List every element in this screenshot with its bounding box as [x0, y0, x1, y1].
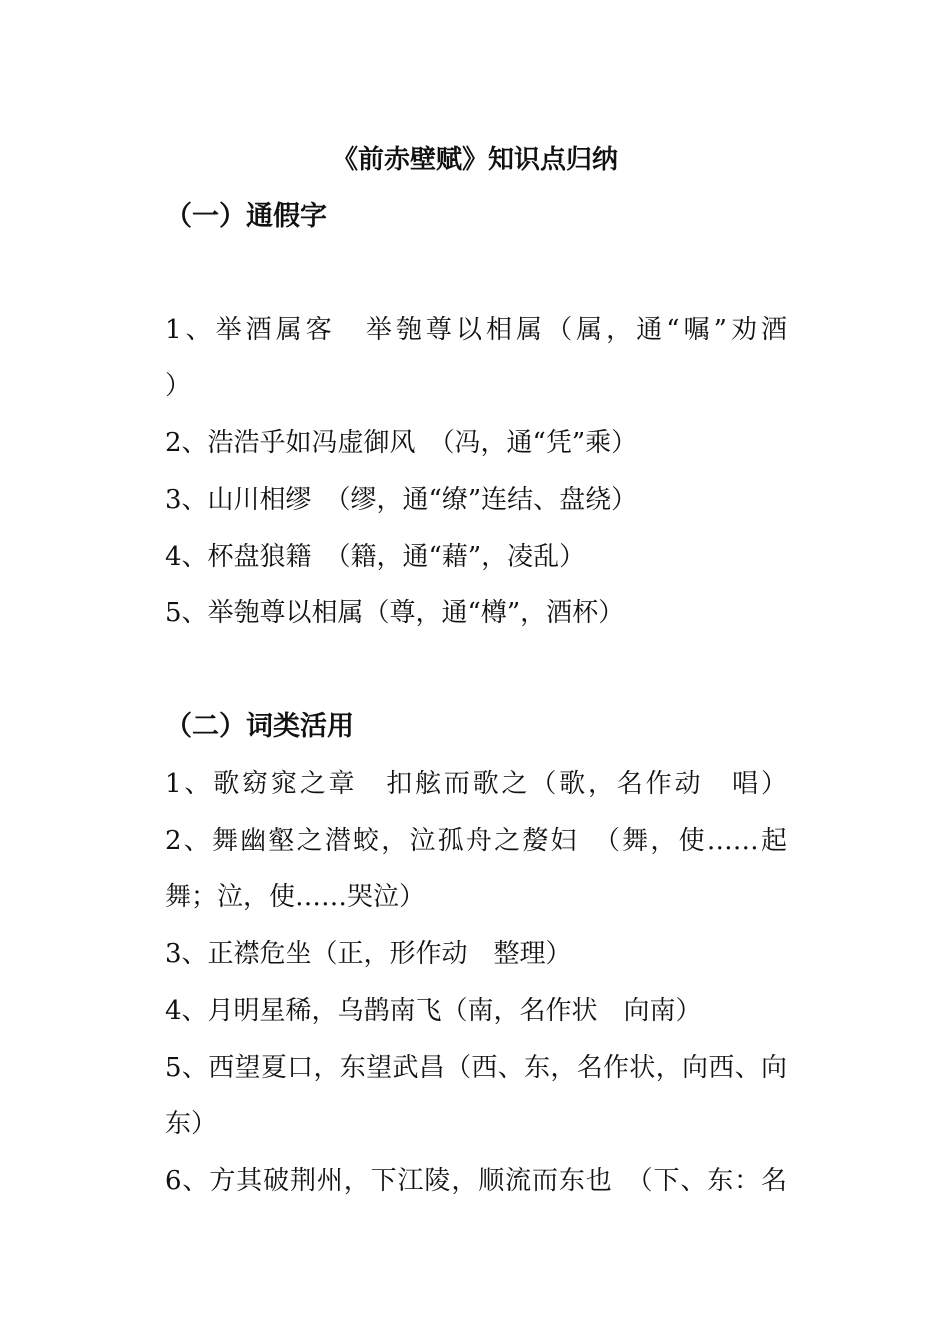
list-item-continuation: 东） — [165, 1109, 218, 1139]
list-item: 1、举酒属客 举匏尊以相属（属，通“嘱”劝酒 — [165, 315, 787, 345]
list-item: 3、山川相缪 （缪，通“缭”连结、盘绕） — [165, 485, 638, 515]
list-item: 2、舞幽壑之潜蛟，泣孤舟之嫠妇 （舞，使……起 — [165, 826, 787, 856]
list-item: 5、西望夏口，东望武昌（西、东，名作状，向西、向 — [165, 1053, 787, 1083]
list-item: 2、浩浩乎如冯虚御风 （冯，通“凭”乘） — [165, 428, 638, 458]
document-title: 《前赤壁赋》知识点归纳 — [331, 145, 618, 175]
list-item-continuation: 舞；泣，使……哭泣） — [165, 882, 426, 912]
list-item: 3、正襟危坐（正，形作动 整理） — [165, 939, 572, 969]
section-heading-cileihuoyong: （二）词类活用 — [165, 711, 354, 742]
list-item: 1、歌窈窕之章 扣舷而歌之（歌，名作动 唱） — [165, 769, 787, 799]
list-item: 5、举匏尊以相属（尊，通“樽”，酒杯） — [165, 598, 625, 628]
list-item: 4、月明星稀，乌鹊南飞（南，名作状 向南） — [165, 996, 702, 1026]
list-item-continuation: ） — [165, 371, 192, 401]
section-heading-tongjiazi: （一）通假字 — [165, 201, 327, 232]
list-item: 4、杯盘狼籍 （籍，通“藉”，凌乱） — [165, 542, 586, 572]
list-item: 6、方其破荆州，下江陵，顺流而东也 （下、东：名 — [165, 1166, 787, 1196]
